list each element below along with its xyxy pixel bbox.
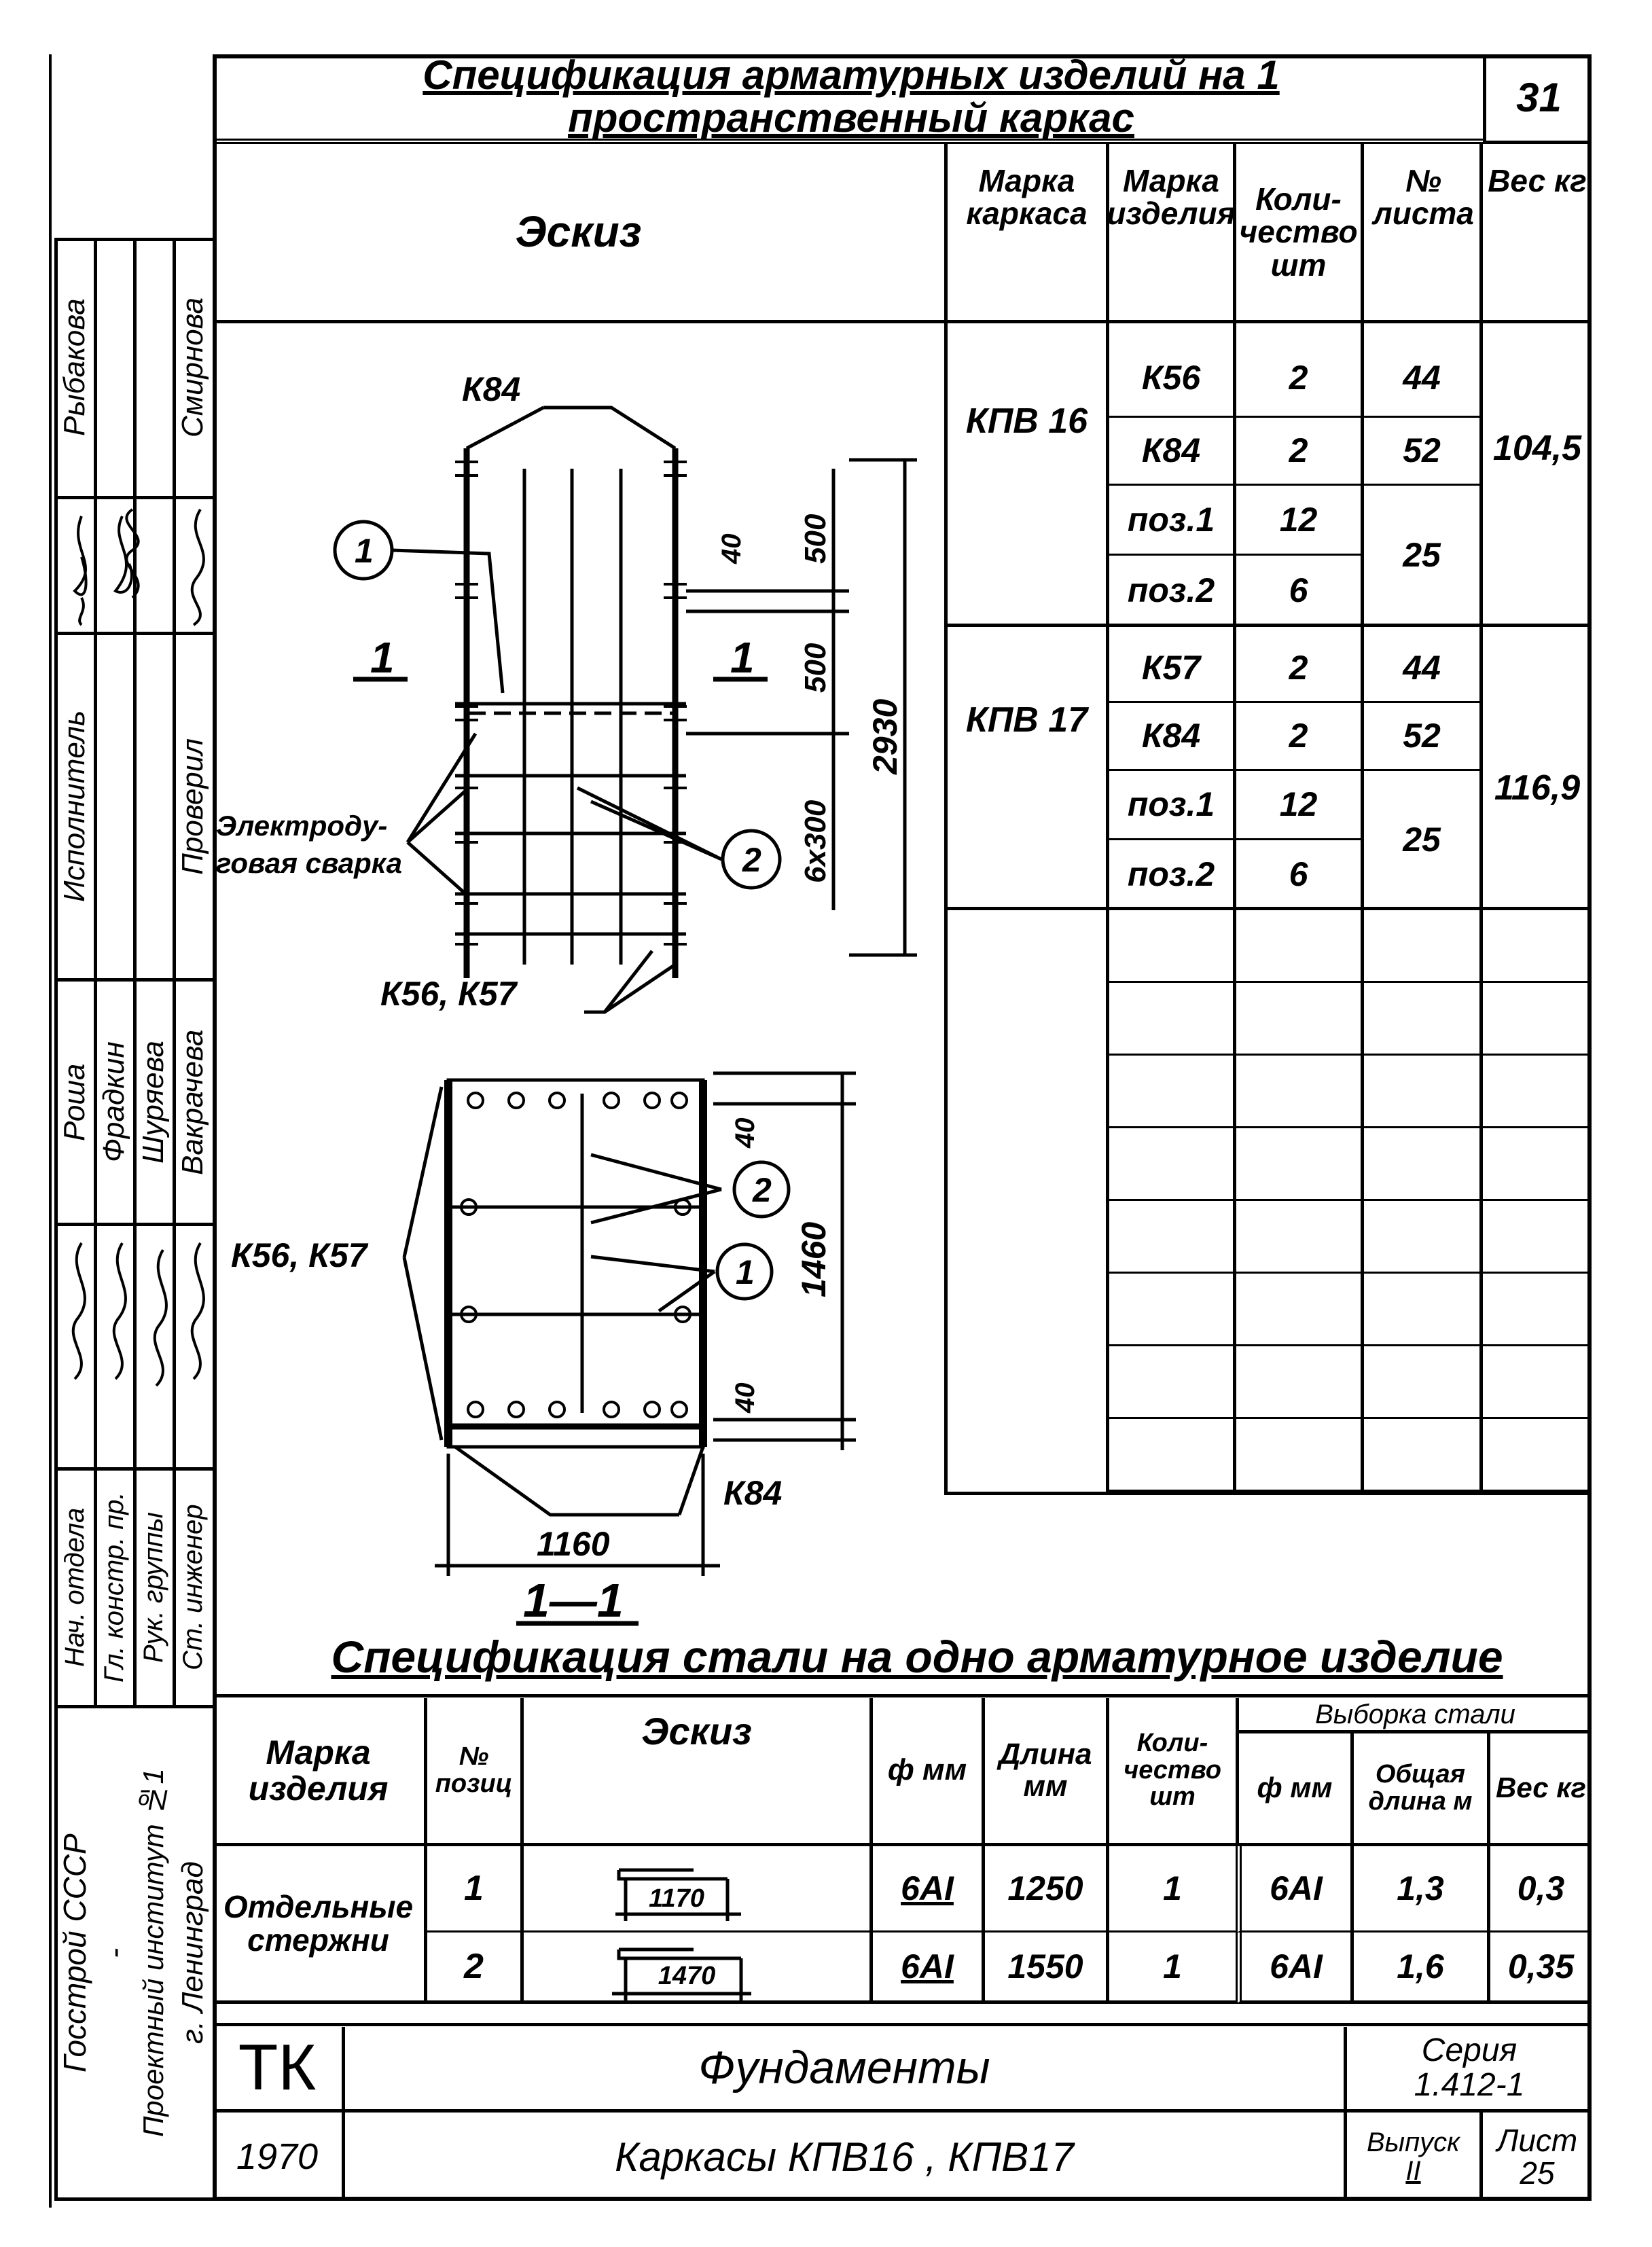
qty-cell: 12	[1236, 771, 1361, 840]
section-mark-right: 1	[730, 633, 755, 682]
stamp-role: Гл. констр. пр.	[99, 1492, 129, 1683]
frame-mark-kpv17: КПВ 17	[965, 700, 1088, 740]
empty-rows	[1106, 910, 1592, 1492]
label-k56-k57-top: К56, К57	[380, 975, 517, 1013]
dia-cell: 6AI	[869, 1933, 982, 2004]
sheet-cell: 52	[1364, 703, 1479, 771]
item-cell: К57	[1109, 635, 1233, 703]
title-block-issue	[1344, 2113, 1479, 2201]
dim-40-top: 40	[717, 533, 747, 564]
sheet-label: Лист	[1496, 2122, 1578, 2158]
stamp-role: Ст. инженер	[178, 1504, 208, 1671]
welding-label-1: Электроду-	[216, 810, 388, 842]
sheet-cell: 44	[1364, 635, 1479, 703]
section-title: 1—1	[523, 1574, 624, 1627]
weight-kpv17: 116,9	[1494, 768, 1581, 808]
frame-mark-kpv16: КПВ 16	[965, 401, 1088, 441]
sheet-cell: 25	[1403, 536, 1441, 575]
sheet-cell: 25	[1403, 820, 1441, 859]
qty-cell: 2	[1236, 635, 1361, 703]
stamp-org: -	[96, 1947, 132, 1958]
length-cell: 1250	[982, 1846, 1106, 1933]
sketch-drawings	[213, 323, 944, 1655]
header-diameter: ф мм	[869, 1698, 982, 1846]
series-label: Серия	[1421, 2032, 1518, 2069]
header-total-length: Общая длина м	[1350, 1733, 1487, 1846]
table-bottom	[944, 1492, 1592, 1495]
header-steel-selection: Выборка стали	[1236, 1698, 1592, 1733]
pos2-label: 2	[742, 841, 761, 879]
stamp-role: Нач. отдела	[60, 1507, 90, 1668]
length-cell: 1550	[982, 1933, 1106, 2004]
sel-weight-cell: 0,3	[1487, 1846, 1592, 1933]
item-cell: поз.2	[1127, 571, 1215, 609]
group-divider	[944, 624, 1592, 627]
label-k84-top: К84	[462, 370, 521, 408]
sel-dia-cell: 6AI	[1236, 1846, 1350, 1933]
issue-value: II	[1405, 2156, 1421, 2186]
qty-cell: 2	[1236, 418, 1361, 486]
stamp-org: г. Ленинград	[175, 1861, 209, 2045]
stamp-name: Роша	[57, 1063, 91, 1141]
item-mark-separate-bars: Отдельные стержни	[213, 1846, 424, 2004]
header-sel-diameter: ф мм	[1236, 1733, 1350, 1846]
item-cell: поз.2	[1127, 855, 1215, 893]
title-block-subtitle: Каркасы КПВ16 , КПВ17	[342, 2113, 1344, 2201]
weight-kpv16: 104,5	[1492, 428, 1582, 468]
section-pos2-label: 2	[753, 1171, 772, 1209]
dim-2930: 2930	[866, 698, 904, 774]
spec-title: Спецификация арматурных изделий на 1 пространственный каркас	[213, 54, 1483, 144]
issue-label: Выпуск	[1366, 2127, 1460, 2157]
dim-500-a: 500	[799, 514, 832, 564]
item-cell: К84	[1109, 703, 1233, 771]
sel-length-cell: 1,3	[1350, 1846, 1487, 1933]
sheet-corner-number: 31	[1483, 54, 1592, 144]
header-frame-mark: Марка каркаса	[944, 144, 1106, 323]
qty-cell: 2	[1236, 703, 1361, 771]
qty-cell: 6	[1289, 571, 1308, 609]
stamp-name: Шуряева	[136, 1041, 170, 1164]
bar-dimension: 1470	[658, 1961, 716, 1990]
dim-1160: 1160	[537, 1525, 610, 1563]
title-block-year: 1970	[236, 2136, 319, 2177]
sheet-cell: 44	[1364, 340, 1479, 418]
header-position: № позиц	[424, 1698, 520, 1846]
sel-dia-cell: 6AI	[1236, 1933, 1350, 2004]
title-block-sheet	[1479, 2113, 1592, 2201]
item-cell: поз.1	[1109, 486, 1233, 556]
header-quantity: Коли-чество шт	[1106, 1698, 1236, 1846]
bar-dimension: 1170	[649, 1884, 704, 1913]
sel-weight-cell: 0,35	[1487, 1933, 1592, 2004]
steel-spec-title: Спецификация стали на одно арматурное изделие	[331, 1632, 1503, 1683]
sel-length-cell: 1,6	[1350, 1933, 1487, 2004]
item-cell: поз.1	[1109, 771, 1233, 840]
bar-sketch-cell	[520, 1846, 869, 1933]
stamp-name: Фрадкин	[96, 1041, 130, 1163]
header-length: Длина мм	[982, 1698, 1106, 1846]
qty-cell: 1	[1106, 1846, 1236, 1933]
qty-cell: 12	[1236, 486, 1361, 556]
header-item-mark: Марка изделия	[213, 1698, 424, 1846]
dim-1460: 1460	[795, 1221, 833, 1297]
signatures	[54, 496, 213, 1474]
dia-cell: 6AI	[869, 1846, 982, 1933]
stamp-role: Проверил	[175, 738, 209, 875]
series-value: 1.412-1	[1414, 2066, 1525, 2103]
bar-sketch-cell	[520, 1933, 869, 2004]
welding-label-2: говая сварка	[216, 847, 402, 879]
dim-6x300: 6х300	[799, 799, 832, 883]
qty-cell: 1	[1106, 1933, 1236, 2004]
title-block-code: ТК	[213, 2027, 342, 2113]
sheet-value: 25	[1520, 2155, 1555, 2191]
stamp-name: Смирнова	[175, 297, 209, 438]
stamp-role: Рук. группы	[139, 1512, 168, 1663]
header-weight: Вес кг	[1479, 144, 1592, 323]
pos-cell: 1	[424, 1846, 520, 1933]
stamp-org: Проектный институт №1	[137, 1768, 169, 2138]
signature-icon	[73, 509, 204, 1386]
header-item-mark: Марка изделия	[1106, 144, 1233, 323]
binding-line	[49, 54, 52, 2208]
header-sel-weight: Вес кг	[1487, 1733, 1592, 1846]
qty-cell: 2	[1236, 340, 1361, 418]
title-block-series	[1344, 2027, 1592, 2113]
stamp-name: Вакрачева	[175, 1029, 209, 1175]
label-k84-section: К84	[723, 1474, 783, 1512]
dim-40-b: 40	[730, 1382, 760, 1413]
header-sheet-no: № листа	[1361, 144, 1483, 323]
header-sketch: Эскиз	[520, 1698, 869, 1846]
sheet-cell: 52	[1364, 418, 1479, 486]
pos-cell: 2	[424, 1933, 520, 2004]
title-block-name: Фундаменты	[342, 2027, 1344, 2113]
stamp-role: Исполнитель	[57, 710, 91, 903]
dim-40-a: 40	[730, 1117, 760, 1148]
stamp-org: Госстрой СССР	[56, 1833, 92, 2072]
dim-500-b: 500	[799, 643, 832, 693]
pos1-label: 1	[355, 532, 374, 570]
section-pos1-label: 1	[736, 1253, 755, 1291]
header-sketch: Эскиз	[213, 144, 944, 323]
item-cell: К56	[1109, 340, 1233, 418]
stamp-name: Рыбакова	[57, 298, 91, 437]
section-frame	[448, 1080, 703, 1447]
qty-cell: 6	[1289, 855, 1308, 893]
item-cell: К84	[1109, 418, 1233, 486]
section-mark-left: 1	[370, 633, 395, 682]
header-quantity: Коли-чество шт	[1233, 144, 1361, 323]
label-k56-k57-section: К56, К57	[231, 1236, 367, 1274]
